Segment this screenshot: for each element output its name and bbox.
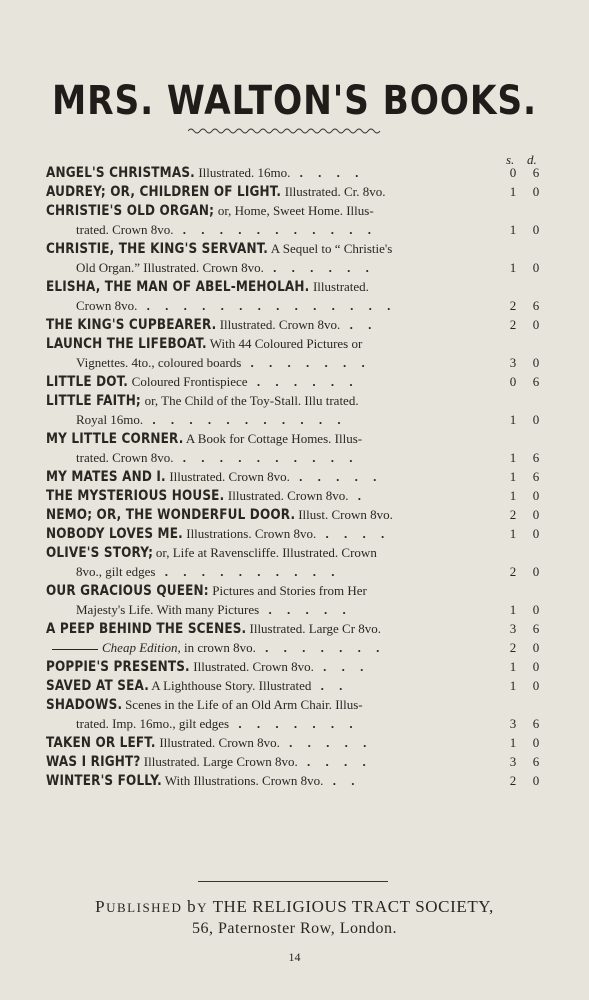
book-entry <box>46 752 546 771</box>
price-shillings: 3 <box>509 621 517 636</box>
publisher-line <box>0 897 589 917</box>
shillings-header: s. <box>506 152 515 167</box>
leader-dots: . . . . . . . . . . <box>155 564 341 579</box>
leader-dots: . . . . . . . . . . . <box>173 222 377 237</box>
book-entry <box>46 771 546 790</box>
book-entry-line <box>46 410 546 429</box>
leader-dots: . . . . . . . . . . . . . . <box>137 298 397 313</box>
book-description: Illustrated. Crown 8vo. <box>216 317 341 332</box>
book-entry-line <box>46 315 546 334</box>
book-description: Illustrated. 16mo. <box>195 165 291 180</box>
leader-dots: . . . . <box>316 526 391 541</box>
book-entry-line <box>46 524 546 543</box>
leader-dots: . <box>348 488 368 503</box>
book-entry-line <box>46 543 546 562</box>
book-title: CHRISTIE, THE KING'S SERVANT. <box>46 241 269 257</box>
price-shillings: 1 <box>509 678 517 693</box>
price-pence: 6 <box>532 621 540 636</box>
book-entry-line <box>46 201 546 220</box>
book-title: SAVED AT SEA. <box>46 678 149 694</box>
book-entry <box>46 334 546 372</box>
book-title: NEMO; OR, THE WONDERFUL DOOR. <box>46 507 296 523</box>
book-description: Old Organ.” Illustrated. Crown 8vo. <box>76 260 264 275</box>
price-pence: 6 <box>532 450 540 465</box>
book-entry <box>46 695 546 733</box>
book-entry-line <box>46 372 546 391</box>
book-description: trated. Crown 8vo. <box>76 450 174 465</box>
book-entry-line <box>46 258 546 277</box>
price-shillings: 3 <box>509 754 517 769</box>
price-shillings: 0 <box>509 374 517 389</box>
book-description: Crown 8vo. <box>76 298 138 313</box>
book-title: MY MATES AND I. <box>46 469 166 485</box>
price-pence: 0 <box>532 355 540 370</box>
price-pence: 6 <box>532 469 540 484</box>
book-entry-line <box>46 391 546 410</box>
book-entry <box>46 239 546 277</box>
book-entry-line <box>46 296 546 315</box>
book-entry-line <box>46 638 546 657</box>
book-title: POPPIE'S PRESENTS. <box>46 659 190 675</box>
price-shillings: 1 <box>509 412 517 427</box>
book-entry <box>46 182 546 201</box>
book-description: With 44 Coloured Pictures or <box>206 336 363 351</box>
leader-dots: . . <box>340 317 378 332</box>
book-entry <box>46 315 546 334</box>
book-title: LITTLE FAITH; <box>46 393 141 409</box>
book-description: or, Home, Sweet Home. Illus- <box>214 203 374 218</box>
price-pence: 6 <box>532 754 540 769</box>
book-description: Illustrated. Large Cr 8vo. <box>246 621 382 636</box>
book-title: ANGEL'S CHRISTMAS. <box>46 165 195 181</box>
page-title: MRS. WALTON'S BOOKS. <box>52 78 537 124</box>
price-shillings: 1 <box>509 184 517 199</box>
book-entry-line <box>46 771 546 790</box>
price-pence: 6 <box>532 374 540 389</box>
price-shillings: 2 <box>509 640 517 655</box>
leader-dots: . . . . <box>297 754 372 769</box>
book-description: Majesty's Life. With many Pictures <box>76 602 260 617</box>
publisher-address: 56, Paternoster Row, London. <box>192 920 397 937</box>
book-entry-line <box>46 353 546 372</box>
price-shillings: 1 <box>509 450 517 465</box>
price-shillings: 1 <box>509 469 517 484</box>
book-description: A Lighthouse Story. Illustrated <box>148 678 312 693</box>
price-pence: 6 <box>532 298 540 313</box>
book-entry <box>46 733 546 752</box>
book-title: NOBODY LOVES ME. <box>46 526 183 542</box>
publisher-prefix: PUBLISHED bY <box>95 897 209 916</box>
book-entry-line <box>46 752 546 771</box>
book-entry-line <box>46 334 546 353</box>
page-number: 14 <box>288 950 301 964</box>
leader-dots: . . . . . . . <box>241 355 371 370</box>
book-entry-line <box>46 733 546 752</box>
leader-dots: . . . . <box>290 165 365 180</box>
book-title: WAS I RIGHT? <box>46 754 141 770</box>
book-title: SHADOWS. <box>46 697 123 713</box>
book-description: Illustrated. Crown 8vo. <box>156 735 280 750</box>
book-entry <box>46 372 546 391</box>
leader-dots: . . . . . <box>259 602 352 617</box>
book-entry <box>46 676 546 695</box>
book-description: trated. Imp. 16mo., gilt edges <box>76 716 230 731</box>
price-pence: 6 <box>532 165 540 180</box>
price-pence: 0 <box>532 640 540 655</box>
price-shillings: 3 <box>509 716 517 731</box>
book-description: or, The Child of the Toy-Stall. Illu trated. <box>141 393 359 408</box>
book-entry-line <box>46 220 546 239</box>
price-pence: 0 <box>532 412 540 427</box>
leader-dots: . . . . . . <box>247 374 359 389</box>
book-description: trated. Crown 8vo. <box>76 222 174 237</box>
price-pence: 0 <box>532 659 540 674</box>
price-pence: 0 <box>532 602 540 617</box>
book-description: or, Life at Ravenscliffe. Illustrated. Crown <box>152 545 377 560</box>
book-entry-line <box>46 505 546 524</box>
book-entry <box>46 201 546 239</box>
book-description: Illustrations. Crown 8vo. <box>182 526 317 541</box>
price-shillings: 1 <box>509 659 517 674</box>
book-entry-line <box>46 619 546 638</box>
book-entry <box>46 163 546 182</box>
price-shillings: 2 <box>509 773 517 788</box>
leader-dots: . . . <box>313 659 370 674</box>
book-entry <box>46 486 546 505</box>
price-pence: 0 <box>532 184 540 199</box>
book-description: 8vo., gilt edges <box>76 564 156 579</box>
book-description: Pictures and Stories from Her <box>209 583 367 598</box>
price-shillings: 1 <box>509 222 517 237</box>
book-title: CHRISTIE'S OLD ORGAN; <box>46 203 215 219</box>
book-description: Illustrated. Crown 8vo. <box>190 659 314 674</box>
book-title: TAKEN OR LEFT. <box>46 735 156 751</box>
book-title: ELISHA, THE MAN OF ABEL-MEHOLAH. <box>46 279 310 295</box>
price-pence: 0 <box>532 260 540 275</box>
footer-rule <box>198 881 388 882</box>
book-entry-line <box>46 239 546 258</box>
price-pence: 0 <box>532 735 540 750</box>
publisher-name: THE RELIGIOUS TRACT SOCIETY, <box>212 897 494 916</box>
book-entry-line <box>46 714 546 733</box>
price-pence: 0 <box>532 526 540 541</box>
book-title: LAUNCH THE LIFEBOAT. <box>46 336 207 352</box>
book-entry-line <box>46 467 546 486</box>
leader-dots: . . . . . . <box>263 260 375 275</box>
price-shillings: 2 <box>509 317 517 332</box>
price-shillings: 2 <box>509 507 517 522</box>
book-title: THE KING'S CUPBEARER. <box>46 317 217 333</box>
price-shillings: 2 <box>509 298 517 313</box>
book-title: AUDREY; OR, CHILDREN OF LIGHT. <box>46 184 282 200</box>
book-entry <box>46 581 546 619</box>
price-shillings: 1 <box>509 735 517 750</box>
pence-header: d. <box>527 152 537 167</box>
book-title: WINTER'S FOLLY. <box>46 773 162 789</box>
book-description: A Book for Cottage Homes. Illus- <box>183 431 363 446</box>
book-description: Illustrated. <box>309 279 369 294</box>
book-description: A Sequel to “ Christie's <box>268 241 393 256</box>
book-list <box>46 163 546 790</box>
book-title: MY LITTLE CORNER. <box>46 431 184 447</box>
book-entry-line <box>46 486 546 505</box>
book-description: Coloured Frontispiece <box>128 374 248 389</box>
price-pence: 0 <box>532 678 540 693</box>
leader-dots: . . . . . . . . . . <box>173 450 359 465</box>
price-shillings: 2 <box>509 564 517 579</box>
book-entry-line <box>46 676 546 695</box>
book-description: Illustrated. Cr. 8vo. <box>281 184 386 199</box>
book-entry <box>46 505 546 524</box>
price-pence: 0 <box>532 317 540 332</box>
book-entry <box>46 277 546 315</box>
leader-dots: . . . . . <box>289 469 383 484</box>
ditto-dash <box>52 649 98 650</box>
ornamental-rule <box>188 126 384 136</box>
leader-dots: . . . . . <box>279 735 373 750</box>
book-description: Illustrated. Large Crown 8vo. <box>140 754 298 769</box>
book-entry <box>46 429 546 467</box>
book-entry <box>46 657 546 676</box>
price-pence: 0 <box>532 507 540 522</box>
book-entry-line <box>46 163 546 182</box>
leader-dots: . . <box>323 773 361 788</box>
book-description: Illustrated. Crown 8vo. <box>224 488 349 503</box>
book-description: Royal 16mo. <box>76 412 144 427</box>
leader-dots: . . . . . . . . . . . <box>143 412 347 427</box>
book-entry <box>46 619 546 638</box>
book-entry-line <box>46 657 546 676</box>
book-entry-line <box>46 429 546 448</box>
price-shillings: 1 <box>509 602 517 617</box>
book-entry-line <box>46 277 546 296</box>
price-pence: 6 <box>532 716 540 731</box>
book-entry-line <box>46 600 546 619</box>
book-title: THE MYSTERIOUS HOUSE. <box>46 488 225 504</box>
price-shillings: 1 <box>509 488 517 503</box>
price-shillings: 0 <box>509 165 517 180</box>
book-description: Vignettes. 4to., coloured boards <box>76 355 242 370</box>
leader-dots: . . . . . . . <box>255 640 386 655</box>
price-pence: 0 <box>532 488 540 503</box>
leader-dots: . . . . . . . <box>229 716 359 731</box>
book-entry <box>46 543 546 581</box>
book-description: Cheap Edition, in crown 8vo. <box>102 640 256 655</box>
price-pence: 0 <box>532 564 540 579</box>
book-title: OLIVE'S STORY; <box>46 545 154 561</box>
book-entry <box>46 467 546 486</box>
book-title: A PEEP BEHIND THE SCENES. <box>46 621 247 637</box>
book-entry-line <box>46 581 546 600</box>
book-description: Illustrated. Crown 8vo. <box>166 469 290 484</box>
book-description: Scenes in the Life of an Old Arm Chair. Illus- <box>121 697 363 712</box>
book-entry-line <box>46 562 546 581</box>
leader-dots: . . <box>311 678 349 693</box>
price-shillings: 1 <box>509 526 517 541</box>
book-entry-line <box>46 182 546 201</box>
book-entry-line <box>46 695 546 714</box>
book-title: LITTLE DOT. <box>46 374 129 390</box>
book-title: OUR GRACIOUS QUEEN: <box>46 583 209 599</box>
book-entry <box>46 391 546 429</box>
price-shillings: 1 <box>509 260 517 275</box>
book-entry <box>46 524 546 543</box>
book-entry <box>46 638 546 657</box>
price-pence: 0 <box>532 773 540 788</box>
price-shillings: 3 <box>509 355 517 370</box>
book-description: Illust. Crown 8vo. <box>294 507 393 522</box>
price-pence: 0 <box>532 222 540 237</box>
book-entry-line <box>46 448 546 467</box>
book-description: With Illustrations. Crown 8vo. <box>161 773 324 788</box>
